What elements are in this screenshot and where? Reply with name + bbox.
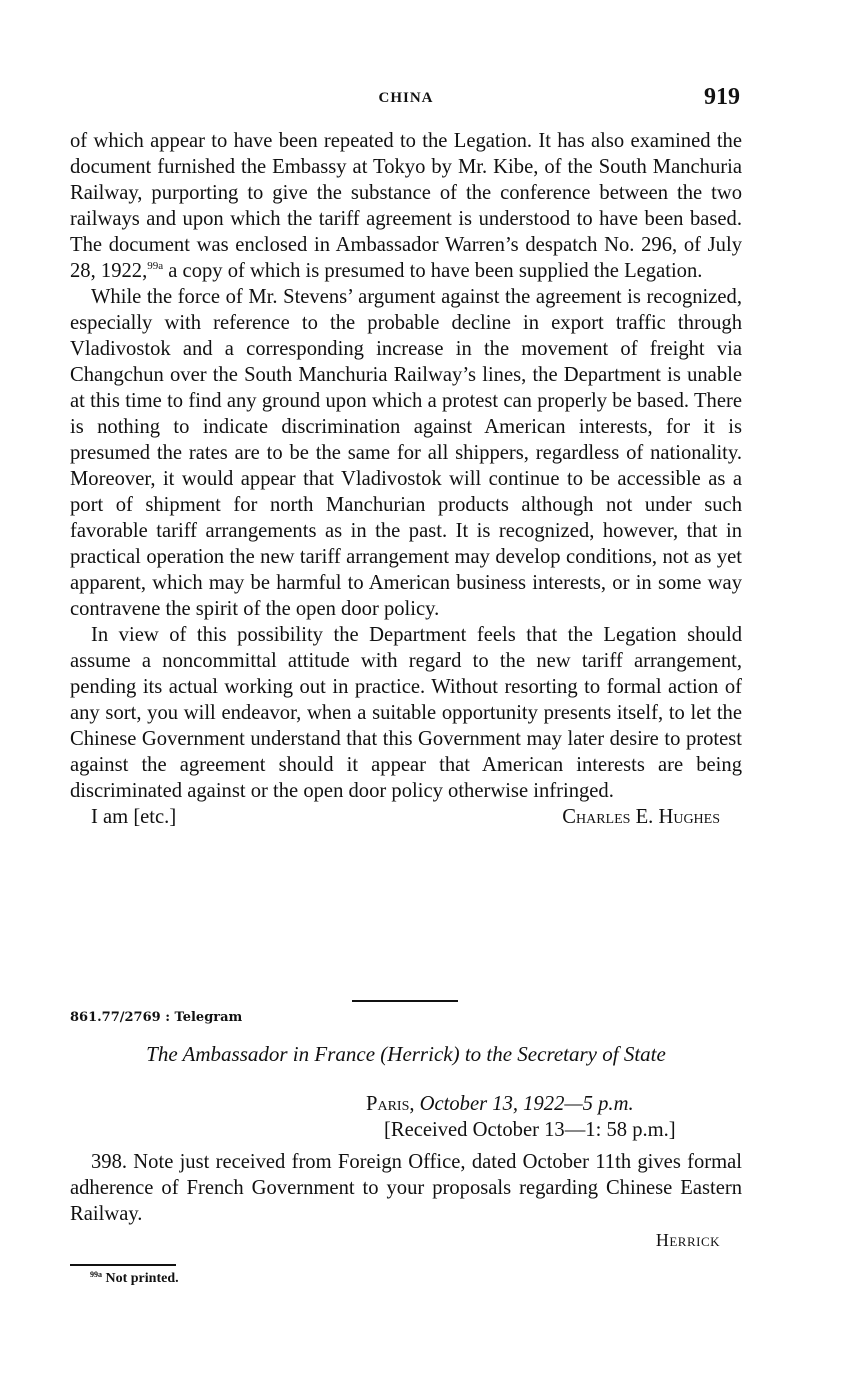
- dateline: [366, 1091, 634, 1117]
- page-number: 919: [704, 84, 740, 110]
- footnote: [90, 1271, 179, 1287]
- received-note: [Received October 13—1: 58 p.m.]: [384, 1119, 676, 1141]
- dateline-place: Paris,: [366, 1093, 415, 1115]
- paragraph-1-text-continued: a copy of which is presumed to have been supplied the Legation.: [163, 260, 703, 282]
- paragraph-1: [70, 128, 742, 284]
- file-reference: 861.77/2769 : Telegram: [70, 1010, 243, 1025]
- footnote-reference[interactable]: 99a: [147, 260, 164, 272]
- document-title: The Ambassador in France (Herrick) to the Secretary of State: [146, 1042, 666, 1066]
- paragraph-2: While the force of Mr. Stevens’ argument against the agreement is recognized, especially with reference to the probable decline in export traffic through Vladivostok and a corresponding increase in the movement of freight via Changchun over the South Manchuria Railway’s lines, the Department is unable at this time to find any ground upon which a protest can properly be based. There is nothing to indicate discrimination against American interests, for it is presumed the rates are to be the same for all shippers, regardless of nationality. Moreover, it would appear that Vladivostok will continue to be accessible as a port of shipment for north Manchurian products although not under such favorable tariff arrangements as in the past. It is recognized, however, that in practical operation the new tariff arrangement may develop conditions, not as yet apparent, which may be harmful to American business interests, or in some way contravene the spirit of the open door policy.: [70, 286, 742, 620]
- paragraph-3: In view of this possibility the Department feels that the Legation should assume a noncommittal attitude with regard to the new tariff arrangement, pending its actual working out in practice. Without resorting to formal action of any sort, you will endeavor, when a suitable opportunity presents itself, to let the Chinese Government understand that this Government may later desire to protest against the agreement should it appear that American interests are being discriminated against or the open door policy otherwise infringed.: [70, 624, 742, 802]
- footnote-divider: [70, 1264, 176, 1266]
- footnote-text: Not printed.: [105, 1271, 179, 1286]
- dateline-date: October 13, 1922—5 p.m.: [419, 1093, 634, 1115]
- closing-signer: Charles E. Hughes: [562, 806, 720, 828]
- footnote-marker: 99a: [90, 1270, 102, 1279]
- running-head: CHINA: [378, 90, 434, 106]
- paragraph-1-text: of which appear to have been repeated to the Legation. It has also examined the document furnished the Embassy at Tokyo by Mr. Kibe, of the South Manchuria Railway, purporting to give the substance of the conference between the two railways and upon which the tariff agreement is understood to have been based. The document was enclosed in Ambassador Warren’s despatch No. 296, of July 28, 1922,: [70, 130, 742, 282]
- letter-body: [70, 128, 742, 830]
- letter-closing: [70, 804, 742, 830]
- closing-salutation: I am [etc.]: [91, 806, 177, 828]
- telegram-signature: Herrick: [655, 1230, 720, 1250]
- telegram-text: 398. Note just received from Foreign Office, dated October 11th gives formal adherence of French Government to your proposals regarding Chinese Eastern Railway.: [70, 1151, 742, 1225]
- section-divider: [352, 1000, 458, 1002]
- page-header: [70, 84, 742, 116]
